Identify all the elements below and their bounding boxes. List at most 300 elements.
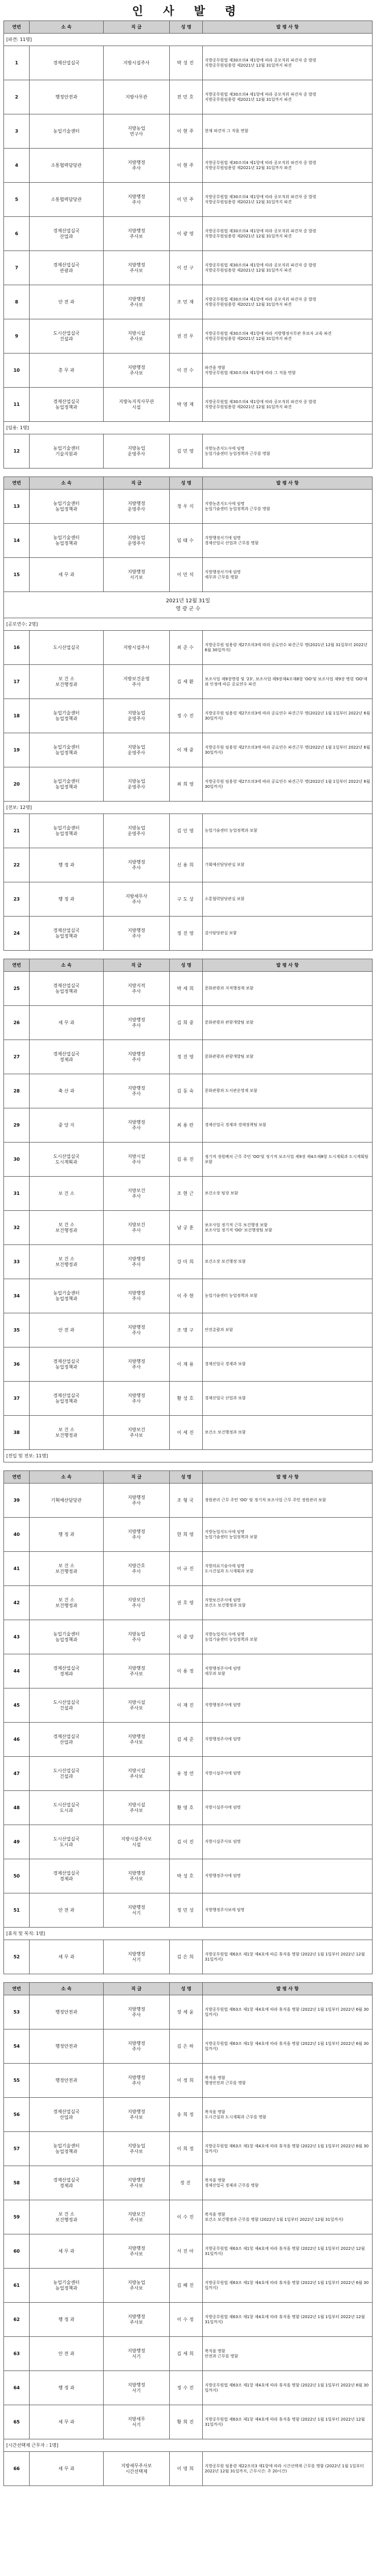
order-detail-cell: 지방공무원법 제63조 제1항 제4호에 따라 휴직을 명함 (2022년 1월 1일부터 2022년 6월 30일까지) xyxy=(203,2132,373,2166)
header-row xyxy=(4,1983,373,1995)
personnel-table xyxy=(3,1470,373,1974)
rank-cell: 지방행정 주사 xyxy=(103,917,169,951)
row-number: 62 xyxy=(4,2303,30,2337)
header-name: 성 명 xyxy=(170,1983,203,1995)
department-cell: 안 전 과 xyxy=(30,1313,103,1347)
order-detail-cell: 지방공무원법 제30조의4 제1항에 따라 공모직위 파견자 중 발령 지방공무원임용령 제2021년 12월 31일까지 파견 xyxy=(203,80,373,114)
order-detail-cell: 지방행정주사보에 임명 xyxy=(203,1893,373,1928)
rank-cell: 지방보건 주사보 xyxy=(103,2200,169,2234)
table-row xyxy=(4,149,373,183)
name-cell: 서진아 xyxy=(170,2234,203,2269)
order-detail-cell: 지방공무원법 제63조 제1항 제4호에 따라 휴직을 명함 (2022년 1월 1일부터 2022년 6월 30일까지) xyxy=(203,2371,373,2405)
name-cell: 김이진 xyxy=(170,1825,203,1859)
order-detail-cell: 보조사업 정기적 근무 보건행정 보함 보조사업 정기적 'OO' 보건행정팀 보함 xyxy=(203,1211,373,1245)
rank-cell: 지방행정 서기보 xyxy=(103,558,169,592)
name-cell: 황영호 xyxy=(170,1791,203,1825)
rank-cell: 지방행정 주사보 xyxy=(103,2166,169,2200)
row-number: 38 xyxy=(4,1416,30,1450)
department-cell: 농업기술센터 기술지원과 xyxy=(30,434,103,469)
table-row xyxy=(4,733,373,767)
department-cell: 안 전 과 xyxy=(30,1893,103,1928)
name-cell: 정진 xyxy=(170,2166,203,2200)
order-detail-cell: 농업기술센터 농업정책과 보함 xyxy=(203,814,373,848)
order-detail-cell: 지방공무원법 제63조 제1항 제4호에 따라 휴직을 명함 (2022년 1월 1일부터 2022년 6월 30일까지) xyxy=(203,2029,373,2064)
table-row xyxy=(4,848,373,882)
signature-block xyxy=(4,592,373,618)
signature-name: 영 광 군 수 xyxy=(175,606,201,612)
order-detail-cell: 지방공무원법 제30조의4 제1항에 따라 공모직위 파견자 중 발령 지방공무원임용령 제2021년 12월 31일까지 파견 xyxy=(203,251,373,285)
header-department: 소 속 xyxy=(30,959,103,972)
order-detail-cell: 지방행정주사에 임명 세무과 보함 xyxy=(203,1654,373,1688)
row-number: 45 xyxy=(4,1688,30,1723)
name-cell: 이세진 xyxy=(170,1416,203,1450)
table-row xyxy=(4,1313,373,1347)
table-row xyxy=(4,767,373,802)
table-row xyxy=(4,2098,373,2132)
row-number: 13 xyxy=(4,490,30,524)
order-detail-cell: 지방공무원 임용령 제22조의3 제1항에 따라 시간선택제 근무를 명함 (2022년 1월 1일부터 2022년 12월 31일까지, 근무시간: 주 20시간) xyxy=(203,2452,373,2486)
department-cell: 보 건 소 보건행정과 xyxy=(30,2200,103,2234)
name-cell: 권호영 xyxy=(170,1586,203,1620)
table-row xyxy=(4,1279,373,1313)
name-cell: 조형국 xyxy=(170,1484,203,1518)
row-number: 58 xyxy=(4,2166,30,2200)
rank-cell: 지방행정 주사보 xyxy=(103,285,169,319)
order-detail-cell: 복직을 명함 경제산업국 경제과 근무를 명함 xyxy=(203,2166,373,2200)
header-row xyxy=(4,1471,373,1484)
department-cell: 경제산업실국 농업정책과 xyxy=(30,972,103,1006)
rank-cell: 지방시설 주사보 xyxy=(103,319,169,354)
header-department: 소 속 xyxy=(30,1983,103,1995)
order-detail-cell: 보조사업 제9장명령 및 '23', 보조사업 제9장제4조제8항 'OO'및 보조사업 제9장 명령 'OO'제외 인정에 따른 공로연수 파견 xyxy=(203,665,373,699)
order-detail-cell: 지방공무원법 제30조의4 제1항에 따라 공모직위 파견자 중 발령 지방공무원임용령 제2021년 12월 31일까지 파견 xyxy=(203,388,373,422)
name-cell: 조현근 xyxy=(170,1177,203,1211)
order-detail-cell: 지방농업지도사에 임명 농업기술센터 농업정책과 보함 xyxy=(203,1518,373,1552)
department-cell: 도시산업실국 도시계획과 xyxy=(30,1143,103,1177)
table-row xyxy=(4,1484,373,1518)
row-number: 30 xyxy=(4,1143,30,1177)
rank-cell: 지방시설 주사 xyxy=(103,1143,169,1177)
table-row xyxy=(4,1893,373,1928)
rank-cell: 지방행정 주사 xyxy=(103,1995,169,2029)
personnel-table xyxy=(3,20,373,469)
table-row xyxy=(4,2234,373,2269)
order-detail-cell: 복직을 명함 행정안전과 근무를 명함 xyxy=(203,2064,373,2098)
row-number: 2 xyxy=(4,80,30,114)
table-row xyxy=(4,972,373,1006)
order-detail-cell: 지방공무원법 제63조 제1항 제4호에 따라 휴직을 명함 (2022년 1월 1일부터 2022년 6월 30일까지) xyxy=(203,1995,373,2029)
rank-cell: 지방행정 주사 xyxy=(103,1313,169,1347)
name-cell: 송희정 xyxy=(170,2098,203,2132)
department-cell: 경제산업실국 산업과 xyxy=(30,217,103,251)
order-detail-cell: 농업기술센터 농업정책과 보함 xyxy=(203,1279,373,1313)
order-detail-cell: 지방공무원법 제63조 제1항 제4호에 따라 휴직을 명함 (2022년 1월 1일부터 2022년 12월 31일까지) xyxy=(203,2405,373,2439)
row-number: 26 xyxy=(4,1006,30,1040)
table-row xyxy=(4,1586,373,1620)
row-number: 15 xyxy=(4,558,30,592)
department-cell: 경제산업실국 산업과 xyxy=(30,2098,103,2132)
rank-cell: 지방행정 주사보 xyxy=(103,354,169,388)
rank-cell: 지방행정 주사 xyxy=(103,2064,169,2098)
order-detail-cell: 지방행정주사에 임명 xyxy=(203,1859,373,1893)
order-detail-cell: 현재 파견자 그 직을 면함 xyxy=(203,114,373,149)
order-detail-cell: 지방공무원법 제63조 제1항 제4호에 따라 휴직을 명함 (2022년 1월 1일부터 2022년 6월 30일까지) xyxy=(203,2269,373,2303)
table-header xyxy=(4,1471,373,1484)
department-cell: 경제산업실국 농업정책과 xyxy=(30,1347,103,1382)
department-cell: 도시산업실국 건설과 xyxy=(30,319,103,354)
category-row xyxy=(4,1450,373,1462)
table-row xyxy=(4,1416,373,1450)
row-number: 3 xyxy=(4,114,30,149)
order-detail-cell: 문화관광과 관광개발팀 보함 xyxy=(203,1006,373,1040)
name-cell: 이선구 xyxy=(170,251,203,285)
row-number: 43 xyxy=(4,1620,30,1654)
name-cell: 조명구 xyxy=(170,1313,203,1347)
department-cell: 세 무 과 xyxy=(30,2452,103,2486)
table-row xyxy=(4,2029,373,2064)
table-row xyxy=(4,46,373,80)
row-number: 55 xyxy=(4,2064,30,2098)
table-row xyxy=(4,1723,373,1757)
name-cell: 황성호 xyxy=(170,1382,203,1416)
name-cell: 구도상 xyxy=(170,882,203,917)
order-detail-cell: 문화관광과 지적행정계 보함 xyxy=(203,972,373,1006)
row-number: 23 xyxy=(4,882,30,917)
name-cell: 정우식 xyxy=(170,490,203,524)
table-row xyxy=(4,1040,373,1074)
order-detail-cell: 지방공무원 임용령 제27조의3에 따라 공로연수 파견근무 명(2022년 1월 1일부터 2022년 6월 30일까지) xyxy=(203,699,373,733)
rank-cell: 지방행정 주사 xyxy=(103,1382,169,1416)
name-cell: 한희영 xyxy=(170,1518,203,1552)
table-row xyxy=(4,285,373,319)
table-row xyxy=(4,434,373,469)
signature-date: 2021년 12월 31일 xyxy=(166,598,210,604)
order-detail-cell: 지방공무원법 제30조의4 제1항에 따라 공모직위 파견자 중 발령 지방공무원임용령 제2021년 12월 31일까지 파견 xyxy=(203,217,373,251)
rank-cell: 지방행정 주사 xyxy=(103,1245,169,1279)
name-cell: 장세윤 xyxy=(170,1995,203,2029)
department-cell: 도시산업실국 xyxy=(30,631,103,665)
table-row xyxy=(4,699,373,733)
rank-cell: 지방행정 서기 xyxy=(103,1940,169,1974)
department-cell: 행정안전과 xyxy=(30,2029,103,2064)
order-detail-cell: 지방농촌지도사에 임명 농업기술센터 농업정책과 근무를 명함 xyxy=(203,490,373,524)
order-detail-cell: 문화관광과 도서관운영계 보함 xyxy=(203,1074,373,1108)
name-cell: 강미희 xyxy=(170,1245,203,1279)
table-row xyxy=(4,1347,373,1382)
department-cell: 경제산업실국 관광과 xyxy=(30,251,103,285)
department-cell: 농업기술센터 농업정책과 xyxy=(30,524,103,558)
header-rank: 직 급 xyxy=(103,1471,169,1484)
department-cell: 행 정 과 xyxy=(30,2303,103,2337)
name-cell: 정수진 xyxy=(170,699,203,733)
name-cell: 박세희 xyxy=(170,972,203,1006)
category-label: [임용: 1명] xyxy=(4,422,373,434)
name-cell: 김동숙 xyxy=(170,1074,203,1108)
rank-cell: 지방행정 서기 xyxy=(103,2337,169,2371)
name-cell: 정민성 xyxy=(170,1893,203,1928)
row-number: 39 xyxy=(4,1484,30,1518)
signature-row xyxy=(4,592,373,618)
row-number: 14 xyxy=(4,524,30,558)
table-row xyxy=(4,2405,373,2439)
category-label: [전입 및 전보: 11명] xyxy=(4,1450,373,1462)
personnel-table xyxy=(3,959,373,1462)
rank-cell: 지방농업 운영주사 xyxy=(103,524,169,558)
order-detail-cell: 지방공무원법 제30조의4 제1항에 따라 공모직위 파견자 중 발령 지방공무원임용령 제2021년 12월 31일까지 파견 xyxy=(203,183,373,217)
rank-cell: 지방시설주사 xyxy=(103,46,169,80)
header-order: 발 령 사 항 xyxy=(203,1983,373,1995)
name-cell: 박성진 xyxy=(170,46,203,80)
name-cell: 김유진 xyxy=(170,1143,203,1177)
name-cell: 전민호 xyxy=(170,80,203,114)
row-number: 42 xyxy=(4,1586,30,1620)
department-cell: 행 정 과 xyxy=(30,882,103,917)
name-cell: 김세환 xyxy=(170,665,203,699)
order-detail-cell: 지방보건주사에 임명 보건소 보건행정과 보함 xyxy=(203,1586,373,1620)
name-cell: 이규진 xyxy=(170,1552,203,1586)
department-cell: 행정안전과 xyxy=(30,2064,103,2098)
rank-cell: 지방농업 연구사 xyxy=(103,114,169,149)
row-number: 56 xyxy=(4,2098,30,2132)
order-detail-cell: 지방공무원법 제30조의4 제1항에 따라 지방행정사무관 후보자 교육 파견 지방공무원임용령 제2021년 12월 31일까지 파견 xyxy=(203,319,373,354)
rank-cell: 지방시설주사보 시설 xyxy=(103,1825,169,1859)
row-number: 18 xyxy=(4,699,30,733)
table-row xyxy=(4,1940,373,1974)
table-row xyxy=(4,1074,373,1108)
department-cell: 보 건 소 보건행정과 xyxy=(30,1416,103,1450)
rank-cell: 지방행정 주사 xyxy=(103,2029,169,2064)
table-row xyxy=(4,1757,373,1791)
header-number: 연번 xyxy=(4,1983,30,1995)
rank-cell: 지방보건운영 주사 xyxy=(103,665,169,699)
name-cell: 이광영 xyxy=(170,217,203,251)
order-detail-cell: 감사담당관실 보함 xyxy=(203,917,373,951)
order-detail-cell: 보건소장 팀장 보함 xyxy=(203,1177,373,1211)
table-row xyxy=(4,1995,373,2029)
department-cell: 도시산업실국 도시과 xyxy=(30,1825,103,1859)
row-number: 34 xyxy=(4,1279,30,1313)
order-detail-cell: 지방시설주사에 임명 xyxy=(203,1757,373,1791)
table-header xyxy=(4,1983,373,1995)
row-number: 36 xyxy=(4,1347,30,1382)
order-detail-cell: 정원관리 근무 주민 'OO' 및 정기적 보조사업 근무 주민 정원관리 보함 xyxy=(203,1484,373,1518)
department-cell: 세 무 과 xyxy=(30,2234,103,2269)
order-detail-cell: 지방공무원법 제30조의4 제1항에 따라 공모직위 파견자 중 발령 지방공무원임용령 제2021년 12월 31일까지 파견 xyxy=(203,46,373,80)
rank-cell: 지방시설주사 xyxy=(103,631,169,665)
name-cell: 이영희 xyxy=(170,2452,203,2486)
name-cell: 이정희 xyxy=(170,2064,203,2098)
rank-cell: 지방행정 주사보 xyxy=(103,1723,169,1757)
category-label: [전보: 12명] xyxy=(4,802,373,814)
personnel-table-block xyxy=(3,959,373,1462)
department-cell: 농업기술센터 농업정책과 xyxy=(30,2269,103,2303)
order-detail-cell: 지방의료기술사에 임명 도시건설과 도시계획과 보함 xyxy=(203,1552,373,1586)
name-cell: 최용란 xyxy=(170,1108,203,1143)
name-cell: 유정연 xyxy=(170,1757,203,1791)
row-number: 20 xyxy=(4,767,30,802)
department-cell: 행정안전과 xyxy=(30,80,103,114)
row-number: 9 xyxy=(4,319,30,354)
rank-cell: 지방농업 운영주사 xyxy=(103,733,169,767)
row-number: 65 xyxy=(4,2405,30,2439)
rank-cell: 지방행정 주사 xyxy=(103,183,169,217)
rank-cell: 지방행정 주사 xyxy=(103,1074,169,1108)
row-number: 49 xyxy=(4,1825,30,1859)
table-row xyxy=(4,814,373,848)
category-label: [파견: 11명] xyxy=(4,34,373,46)
order-detail-cell: 소통협력담당관실 보함 xyxy=(203,882,373,917)
name-cell: 권진우 xyxy=(170,319,203,354)
row-number: 27 xyxy=(4,1040,30,1074)
order-detail-cell: 지방행정주사에 임명 xyxy=(203,1723,373,1757)
name-cell: 김혜진 xyxy=(170,2269,203,2303)
rank-cell: 지방보건 주사 xyxy=(103,1211,169,1245)
order-detail-cell: 보건소장 보건행정 보함 xyxy=(203,1245,373,1279)
department-cell: 도시산업실국 도시과 xyxy=(30,1791,103,1825)
row-number: 17 xyxy=(4,665,30,699)
name-cell: 이수정 xyxy=(170,2303,203,2337)
table-row xyxy=(4,631,373,665)
table-row xyxy=(4,1245,373,1279)
header-rank: 직 급 xyxy=(103,1983,169,1995)
name-cell: 박성호 xyxy=(170,1859,203,1893)
table-row xyxy=(4,1552,373,1586)
row-number: 51 xyxy=(4,1893,30,1928)
order-detail-cell: 지방농촌지도사에 임명 농업기술센터 농업정책과 근무를 명함 xyxy=(203,434,373,469)
table-row xyxy=(4,1859,373,1893)
department-cell: 농업기술센터 농업정책과 xyxy=(30,699,103,733)
department-cell: 보 건 소 보건행정과 xyxy=(30,665,103,699)
rank-cell: 지방간호 주사 xyxy=(103,1552,169,1586)
header-order: 발 령 사 항 xyxy=(203,21,373,34)
name-cell: 이민석 xyxy=(170,558,203,592)
row-number: 12 xyxy=(4,434,30,469)
row-number: 31 xyxy=(4,1177,30,1211)
table-row xyxy=(4,2337,373,2371)
rank-cell: 지방행정 서기 xyxy=(103,2371,169,2405)
row-number: 22 xyxy=(4,848,30,882)
row-number: 41 xyxy=(4,1552,30,1586)
table-header xyxy=(4,21,373,34)
row-number: 1 xyxy=(4,46,30,80)
header-order: 발 령 사 항 xyxy=(203,477,373,490)
row-number: 63 xyxy=(4,2337,30,2371)
row-number: 61 xyxy=(4,2269,30,2303)
name-cell: 정수진 xyxy=(170,2371,203,2405)
table-header xyxy=(4,959,373,972)
row-number: 21 xyxy=(4,814,30,848)
table-row xyxy=(4,558,373,592)
order-detail-cell: 지방시설주사보 임명 xyxy=(203,1825,373,1859)
row-number: 47 xyxy=(4,1757,30,1791)
rank-cell: 지방농업 운영주사 xyxy=(103,814,169,848)
personnel-table-block xyxy=(3,1982,373,2486)
department-cell: 경제산업실국 농업정책과 xyxy=(30,917,103,951)
row-number: 53 xyxy=(4,1995,30,2029)
order-detail-cell: 경제산업국 산업과 보함 xyxy=(203,1382,373,1416)
category-label: [시간선택제 근무자 : 1명] xyxy=(4,2439,373,2452)
name-cell: 김민영 xyxy=(170,434,203,469)
name-cell: 이재중 xyxy=(170,733,203,767)
rank-cell: 지방농업 운영주사 xyxy=(103,434,169,469)
order-detail-cell: 지방행정서기에 임명 세무과 근무를 명함 xyxy=(203,558,373,592)
row-number: 59 xyxy=(4,2200,30,2234)
row-number: 11 xyxy=(4,388,30,422)
table-row xyxy=(4,217,373,251)
department-cell: 도시산업실국 건설과 xyxy=(30,1757,103,1791)
order-detail-cell: 경제산업국 경제과 보함 xyxy=(203,1347,373,1382)
department-cell: 축 산 과 xyxy=(30,1074,103,1108)
table-row xyxy=(4,388,373,422)
row-number: 48 xyxy=(4,1791,30,1825)
name-cell: 김은희 xyxy=(170,1940,203,1974)
name-cell: 신용희 xyxy=(170,848,203,882)
department-cell: 보 건 소 xyxy=(30,1177,103,1211)
order-detail-cell: 지방공무원 임용령 제27조의3에 따라 공로연수 파견근무 명(2021년 12월 31일부터 2022년 6월 30일까지) xyxy=(203,631,373,665)
order-detail-cell: 지방농업지도사에 임명 농업기술센터 농업정책과 보함 xyxy=(203,1620,373,1654)
name-cell: 이재진 xyxy=(170,1688,203,1723)
rank-cell: 지방행정 주사보 xyxy=(103,2098,169,2132)
order-detail-cell: 지방공무원법 제30조의4 제1항에 따라 공모직위 파견자 중 발령 지방공무원임용령 제2021년 12월 31일까지 파견 xyxy=(203,149,373,183)
name-cell: 이용정 xyxy=(170,1654,203,1688)
order-detail-cell: 지방공무원법 제30조의4 제1항에 따라 공모직위 파견자 중 발령 지방공무원임용령 제2021년 12월 31일까지 파견 xyxy=(203,285,373,319)
table-header xyxy=(4,477,373,490)
header-department: 소 속 xyxy=(30,21,103,34)
rank-cell: 지방사무관 xyxy=(103,80,169,114)
row-number: 10 xyxy=(4,354,30,388)
rank-cell: 지방행정 서기 xyxy=(103,1893,169,1928)
row-number: 50 xyxy=(4,1859,30,1893)
header-rank: 직 급 xyxy=(103,959,169,972)
personnel-tables xyxy=(3,20,373,2486)
department-cell: 농업기술센터 농업정책과 xyxy=(30,733,103,767)
rank-cell: 지방행정 주사 xyxy=(103,1518,169,1552)
header-rank: 직 급 xyxy=(103,477,169,490)
department-cell: 소통협력담당관 xyxy=(30,149,103,183)
order-detail-cell: 안전총괄과 보함 xyxy=(203,1313,373,1347)
header-department: 소 속 xyxy=(30,1471,103,1484)
rank-cell: 지방행정 주사 xyxy=(103,149,169,183)
department-cell: 농업기술센터 농업정책과 xyxy=(30,814,103,848)
row-number: 54 xyxy=(4,2029,30,2064)
table-row xyxy=(4,524,373,558)
order-detail-cell: 지방공무원 임용령 제27조의3에 따라 공로연수 파견근무 명(2022년 1월 1일부터 2022년 6월 30일까지) xyxy=(203,733,373,767)
department-cell: 세 무 과 xyxy=(30,558,103,592)
department-cell: 안 전 과 xyxy=(30,285,103,319)
table-row xyxy=(4,114,373,149)
rank-cell: 지방보건 주사보 xyxy=(103,1416,169,1450)
table-row xyxy=(4,2269,373,2303)
table-row xyxy=(4,319,373,354)
name-cell: 김세희 xyxy=(170,2337,203,2371)
order-detail-cell: 보건소 보건행정과 보함 xyxy=(203,1416,373,1450)
name-cell: 이중양 xyxy=(170,1620,203,1654)
table-row xyxy=(4,2452,373,2486)
table-row xyxy=(4,1825,373,1859)
rank-cell: 지방행정 주사보 xyxy=(103,2234,169,2269)
rank-cell: 지방농업 주사 xyxy=(103,1620,169,1654)
department-cell: 총 무 과 xyxy=(30,354,103,388)
category-row xyxy=(4,802,373,814)
department-cell: 농업기술센터 농업정책과 xyxy=(30,490,103,524)
rank-cell: 지방행정 주사보 xyxy=(103,217,169,251)
header-rank: 직 급 xyxy=(103,21,169,34)
table-row xyxy=(4,1620,373,1654)
row-number: 44 xyxy=(4,1654,30,1688)
row-number: 7 xyxy=(4,251,30,285)
row-number: 64 xyxy=(4,2371,30,2405)
table-row xyxy=(4,1211,373,1245)
